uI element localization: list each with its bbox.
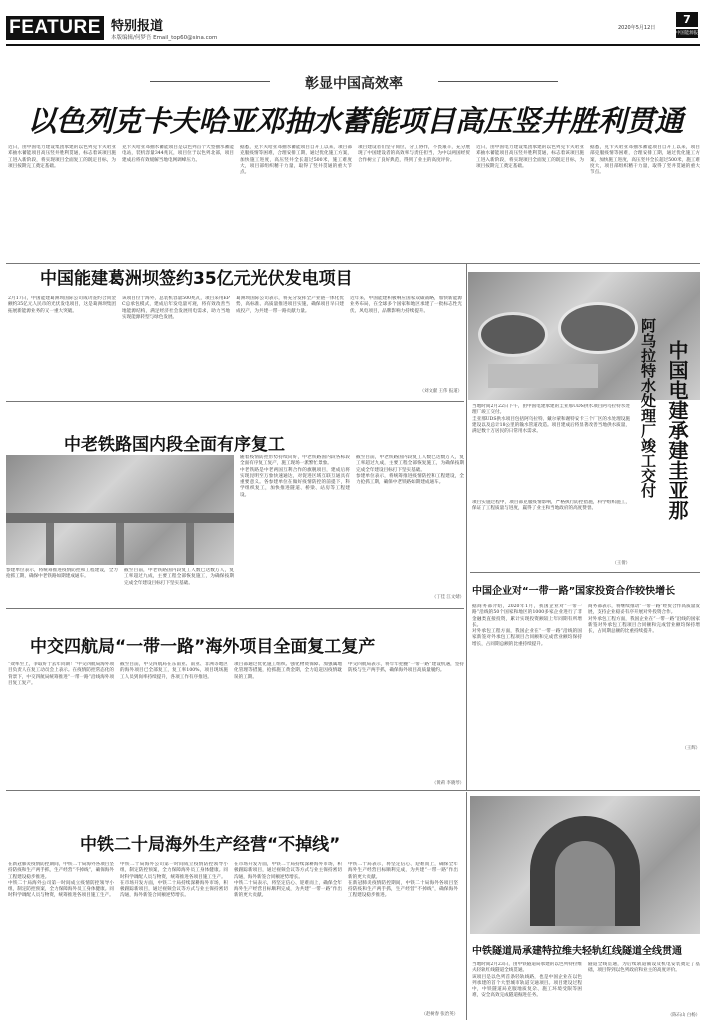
crec-col-1: 在新冠肺炎疫情防控期间，中铁二十局海外各项目坚持防疫和生产两手抓，生产经营“不掉线”，确保海外工程建设稳步推进。 中铁二十局海外公司第一时间成立疫情防控领导小组，制定防控预案，全力保障海外员工身体健康。同时科学调配人员与物资，统筹推进各项目施工生产。 <box>8 862 114 899</box>
lead-kicker-rule-right <box>438 81 558 82</box>
bridge-pier-1 <box>46 523 54 565</box>
crec-sign: （赵树春 张治英） <box>421 1012 458 1017</box>
waste-vertical-headline-2: 阿乌拉特水处理厂竣工交付 <box>639 318 657 498</box>
rail-col-2: 截至目前，中老铁路国内段复工人数已达数万人，复工率超过九成，主要工程全部恢复施工，为确保按期完成全年建设目标打下坚实基础。 参建单位表示，将统筹推进疫情防控和工程建设，全力抢抓工期，确保中老铁路如期建成通车。 <box>356 455 464 486</box>
crec-col-3: 在市场开发方面，中铁二十局持续深耕海外市场，积极跟踪新项目，通过视频会议等方式与业主保持密切沟通，海外新签合同额逆势增长。 中铁二十局表示，将坚定信心、迎难而上，确保全年海外生产经营目标顺利完成，为共建“一带一路”作出新的更大贡献。 <box>234 862 342 899</box>
pv-col-2: 该项目位于海外，总装机容量500兆瓦，项目采用EPC总承包模式，建成后年发电量可观，将有效改善当地能源结构，满足经济社会发展用电需求，助力当地实现能源转型与绿色发展。 <box>122 296 230 320</box>
tunnel-photo <box>470 796 700 934</box>
pv-sign: （刘文献 王伟 报道） <box>419 389 462 394</box>
crec-headline: 中铁二十局海外生产经营“不掉线” <box>80 835 341 855</box>
lead-col-1: 近日，由中国电力建设集团承建的以色列克卡夫哈亚邓抽水蓄能项目高压竖井胜利贯通，标志着该项目施工进入新阶段，将实现项目全面复工的既定目标，为项目按期完工奠定基础。 <box>8 145 116 169</box>
invest-col-2: 商务部表示，将继续推动“一带一路”经贸合作高质量发展，支持企业稳妥有序开展对外投资合作。 对外承包工程方面，我国企业在“一带一路”沿线的国家新签对外承包工程项目合同额和完成营业额均保持增长，占同期总额的比重持续提升。 <box>588 604 700 635</box>
tunnel-sign: （陈石山 白杨） <box>667 1013 700 1018</box>
tunnel-divider <box>466 792 467 1020</box>
lead-col-4: 项目建设者们坚守岗位，分工协作，不畏艰辛，充分展现了中国建设者的高效率与责任担当，为中以两国经贸合作树立了良好典范，得到了业主的高度评价。 <box>358 145 470 163</box>
rail-bottom-rule <box>6 608 464 609</box>
invest-col-1: 据商务部介绍，2020年1月，我国企业对“一带一路”沿线的50个国家和地区的1000多家企业进行了非金融类直接投资，累计实现投资额较上年同期有所增长。 对外承包工程方面，我国企业在“一带一路”沿线的国家新签对外承包工程项目合同额和完成营业额均保持增长，占同期总额的比重持续提升。 <box>472 604 582 647</box>
crec-col-4: 中铁二十局表示，将坚定信心、迎难而上，确保全年海外生产经营目标顺利完成，为共建“一带一路”作出新的更大贡献。 在新冠肺炎疫情防控期间，中铁二十局海外各项目坚持防疫和生产两手抓，生产经营“不掉线”，确保海外工程建设稳步推进。 <box>348 862 458 899</box>
cct-sign: （黄莉 李晓琴） <box>431 781 464 786</box>
rail-headline: 中老铁路国内段全面有序复工 <box>64 435 285 455</box>
lead-kicker: 彰显中国高效率 <box>305 76 403 92</box>
invest-top-rule <box>470 572 700 573</box>
tunnel-col-2: 隧道全线贯通，为后续轨道铺设及机电安装奠定了基础，项目得到以色列政府和业主的高度评价。 <box>588 962 700 974</box>
cct-col-2: 截至目前，中交四航局在东南亚、南亚、非洲等地区的海外项目已全部复工，复工率100%，项目现场施工人员到岗率持续提升，各项工作有序推进。 <box>120 662 228 680</box>
pv-col-1: 2月17日，中国能建葛洲坝国际公司成功签约合同金额约35亿元人民币的光伏发电项目，这是葛洲坝集团拓展新能源业务的又一重大突破。 <box>8 296 116 314</box>
pv-bottom-rule <box>6 401 464 402</box>
invest-headline: 中国企业对“一带一路”国家投资合作较快增长 <box>472 586 676 597</box>
cct-bottom-rule <box>6 790 700 791</box>
tunnel-headline: 中铁隧道局承建特拉维夫轻轨红线隧道全线贯通 <box>472 946 682 957</box>
cct-col-4: 中交四航局表示，将牢牢把握“一带一路”建设机遇，坚持防疫与生产两手抓，确保海外项目高质量履约。 <box>348 662 464 674</box>
masthead <box>0 0 708 46</box>
railway-photo <box>6 455 234 565</box>
page-number: 7 <box>676 12 698 27</box>
lead-col-5: 近日，由中国电力建设集团承建的以色列克卡夫哈亚邓抽水蓄能项目高压竖井胜利贯通，标志着该项目施工进入新阶段，将实现项目全面复工的既定目标，为项目按期完工奠定基础。 <box>476 145 584 169</box>
railway-bridge <box>6 513 234 523</box>
clarifier-tank-right <box>558 302 638 354</box>
pv-headline: 中国能建葛洲坝签约35亿元光伏发电项目 <box>40 269 353 289</box>
tunnel-col-1: 当地时间2月23日，由中铁隧道局承建的以色列特拉维夫轻轨红线隧道全线贯通。 该项目是以色列首条轻轨线路，也是中国企业在以色列承建的首个大型城市轨道交通项目。项目建设过程中，中铁隧道局克服地质复杂、施工环境受限等困难，安全高效完成隧道掘进任务。 <box>472 962 582 999</box>
issue-date: 2020年5月12日 <box>618 25 656 31</box>
lead-kicker-rule-left <box>150 81 270 82</box>
pv-col-3: 葛洲坝国际公司表示，将充分发挥全产业链一体化优势，高标准、高质量推进项目实施，确保项目早日建成投产，为共建一带一路贡献力量。 <box>236 296 344 314</box>
bridge-pier-2 <box>116 523 124 565</box>
rail-col-4: 截至目前，中老铁路国内段复工人数已达数万人，复工率超过九成，主要工程全部恢复施工，为确保按期完成全年建设目标打下坚实基础。 <box>124 568 234 586</box>
building-block <box>488 364 598 388</box>
section-badge: FEATURE <box>6 16 104 40</box>
lead-col-6: 据悉，克卡夫哈亚邓抽水蓄能项目自开工以来，项目部克服疫情等困难，合理安排工期，通过优化施工方案，加快施工进度，高压竖井全长超过500米，施工难度大，项目部组织精干力量，取得了竖井贯通的重大节点。 <box>590 145 700 176</box>
lead-col-2: 克卡夫哈亚邓抽水蓄能项目是以色列首个大型抽水蓄能电站，装机容量344兆瓦，项目位于以色列北部，项目建成后将有效缓解当地电网调峰压力。 <box>122 145 234 163</box>
lead-col-3: 据悉，克卡夫哈亚邓抽水蓄能项目自开工以来，项目部克服疫情等困难，合理安排工期，通过优化施工方案，加快施工进度，高压竖井全长超过500米，施工难度大，项目部组织精干力量，取得了竖井贯通的重大节点。 <box>240 145 352 176</box>
crec-col-2: 中铁二十局海外公司第一时间成立疫情防控领导小组，制定防控预案，全力保障海外员工身体健康。同时科学调配人员与物资，统筹推进各项目施工生产。 在市场开发方面，中铁二十局持续深耕海外市场，积极跟踪新项目，通过视频会议等方式与业主保持密切沟通，海外新签合同额逆势增长。 <box>120 862 228 899</box>
cct-col-1: “效率至上，争取好于去年同期！”中交四航局海外项目负责人在复工动员会上表示。在疫情防控常态化的背景下，中交四航局统筹推进“一带一路”沿线海外项目复工复产。 <box>8 662 114 686</box>
tunnel-inner <box>555 841 615 926</box>
invest-sign: （王辉） <box>682 746 700 751</box>
lead-headline: 以色列克卡夫哈亚邓抽水蓄能项目高压竖井胜利贯通 <box>27 104 683 138</box>
right-column-divider <box>466 264 467 790</box>
rail-col-1: 随着疫情防控形势持续向好，中老铁路国内段各标段全面有序复工复产，施工现场一派繁忙景象。 中老铁路是中老两国互利合作的旗舰项目，建成后将实现昆明至万象快速通达，对促进区域互联互通具有重要意义。各参建单位在做好疫情防控的前提下，科学组织复工，加快推进隧道、桥梁、站房等工程建设。 <box>240 455 350 498</box>
cct-col-3: 项目部通过优化施工组织、强化物资保障、加强属地化管理等措施，抢抓施工黄金期，全力追赶因疫情耽误的工期。 <box>234 662 342 680</box>
waste-col-1: 当地时间2月22日下午，由中国电建承建的圭亚那UDS供水项目阿乌拉特水处理厂竣工交付。 圭亚那UDS供水项目包括阿乌拉特、戴尔蒙和谢特安卡三个厂区的水处理设施建设以及总计18公里的输水管道改造。项目建成后将显著改善当地供水质量，满足数十万居民的日常用水需求。 <box>472 404 630 435</box>
rail-sign: （丁佳 江文婧） <box>431 595 464 600</box>
bridge-pier-3 <box>186 523 194 565</box>
waste-vertical-headline-1: 中国电建承建圭亚那 <box>665 340 689 520</box>
masthead-rule <box>6 44 700 46</box>
clarifier-tank-left <box>478 312 548 357</box>
pv-col-4: 近年来，中国能建积极响应国家双碳战略，加快新能源业务布局，在全球多个国家和地区承建了一批标志性光伏、风电项目，品牌影响力持续提升。 <box>350 296 462 314</box>
newspaper-logo: 中国能源报 <box>676 31 698 36</box>
waste-col-2: 项目实施过程中，项目部克服疫情影响，严格执行防控措施，科学组织施工，保证了工程质量与进度，赢得了业主和当地政府的高度赞誉。 <box>472 500 630 512</box>
section-title: 特别报道 <box>111 19 164 34</box>
rail-col-3: 参建单位表示，将统筹推进疫情防控和工程建设，全力抢抓工期，确保中老铁路如期建成通车。 <box>6 568 118 580</box>
editor-line: 本版编辑/何梦吾 Email_top60@sina.com <box>111 35 218 41</box>
cct-headline: 中交四航局“一带一路”海外项目全面复工复产 <box>30 637 376 657</box>
waste-sign: （王倩） <box>612 561 630 566</box>
